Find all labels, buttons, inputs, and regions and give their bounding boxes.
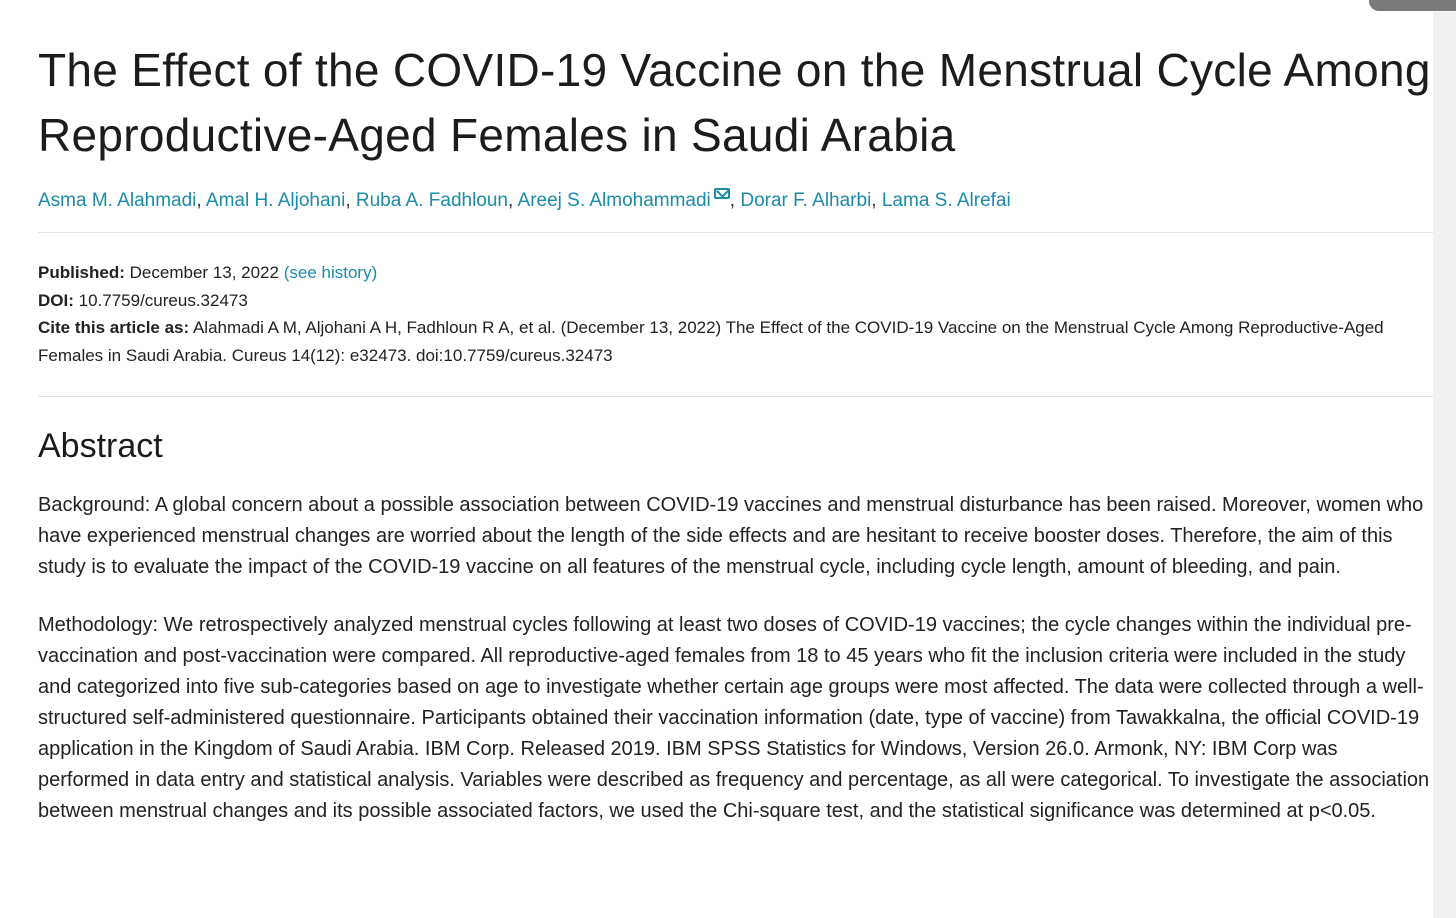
published-label: Published: <box>38 263 125 282</box>
published-date: December 13, 2022 <box>129 263 279 282</box>
author-link[interactable]: Ruba A. Fadhloun <box>355 190 509 211</box>
article <box>38 38 1433 827</box>
doi-label: DOI: <box>38 290 74 310</box>
abstract-background: Background: A global concern about a possible association between COVID-19 vaccines and menstrual disturbance has been raised. Moreover, women who have experienced menstrual changes are worried about the length of the side effects and are hesitant to receive booster doses. Therefore, the aim of this study is to evaluate the impact of the COVID-19 vaccine on all features of the menstrual cycle, including cycle length, amount of bleeding, and pain. <box>38 494 1424 578</box>
author-link[interactable]: Lama S. Alrefai <box>881 190 1011 211</box>
author-link[interactable]: Asma M. Alahmadi <box>38 190 197 211</box>
article-title: The Effect of the COVID-19 Vaccine on the Menstrual Cycle Among Reproductive-Aged Females in Saudi Arabia <box>38 44 1431 161</box>
separator: , <box>345 190 356 211</box>
article-meta <box>38 233 1433 396</box>
envelope-icon[interactable] <box>714 188 730 199</box>
author-link[interactable]: Dorar F. Alharbi <box>740 190 872 211</box>
author-link[interactable]: Areej S. Almohammadi <box>517 190 711 211</box>
separator: , <box>196 190 206 211</box>
divider <box>38 396 1433 397</box>
author-list <box>38 190 1433 212</box>
separator: , <box>729 190 741 211</box>
abstract-methodology: Methodology: We retrospectively analyzed menstrual cycles following at least two doses of COVID-19 vaccines; the cycle changes within the individual pre-vaccination and post-vaccination were compared. All reproductive-aged females from 18 to 45 years who fit the inclusion criteria were included in the study and categorized into five sub-categories based on age to investigate whether certain age groups were most affected. The data were collected through a well-structured self-administered questionnaire. Participants obtained their vaccination information (date, type of vaccine) from Tawakkalna, the official COVID-19 application in the Kingdom of Saudi Arabia. IBM Corp. Released 2019. IBM SPSS Statistics for Windows, Version 26.0. Armonk, NY: IBM Corp was performed in data entry and statistical analysis. Variables were described as frequency and percentage, as all were categorical. To investigate the association between menstrual changes and its possible associated factors, we used the Chi-square test, and the statistical significance was determined at p<0.05. <box>38 614 1430 822</box>
citation-text: Alahmadi A M, Aljohani A H, Fadhloun R A, et al. (December 13, 2022) The Effect of the COVID-19 Vaccine on the Menstrual Cycle Among Reproductive-Aged Females in Saudi Arabia. Cureus 14(12): e32473. doi:10.7759/cureus.32473 <box>38 318 1384 365</box>
scrollbar-track[interactable] <box>1433 12 1456 918</box>
cite-label: Cite this article as: <box>38 318 190 337</box>
separator: , <box>871 190 882 211</box>
browser-tab-handle[interactable] <box>1369 0 1456 11</box>
separator: , <box>508 190 518 211</box>
see-history-link[interactable]: (see history) <box>283 263 378 282</box>
abstract-heading: Abstract <box>38 427 163 465</box>
doi-value: 10.7759/cureus.32473 <box>78 290 248 310</box>
author-link[interactable]: Amal H. Aljohani <box>205 190 346 211</box>
